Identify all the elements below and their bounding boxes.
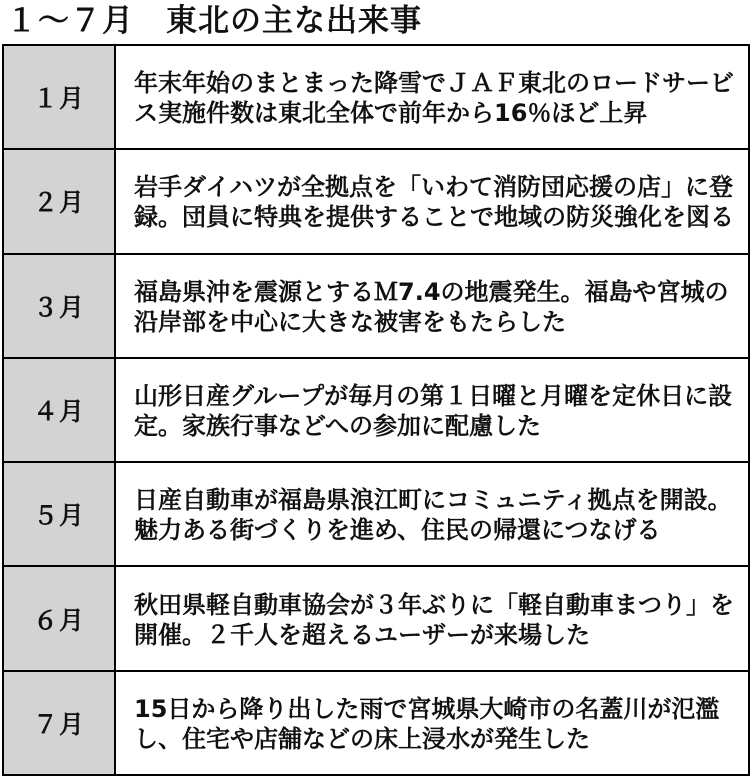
event-description — [116, 150, 748, 252]
event-description — [116, 463, 748, 565]
event-description — [116, 255, 748, 357]
event-text: 山形日産グループが毎月の第１日曜と月曜を定休日に設定。家族行事などへの参加に配慮した — [134, 381, 733, 440]
month-cell: ４月 — [4, 359, 116, 461]
event-text: 福島県沖を震源とするＭ7.4の地震発生。福島や宮城の沿岸部を中心に大きな被害をもたらした — [134, 277, 729, 336]
table-row — [4, 148, 748, 252]
event-text: 岩手ダイハツが全拠点を「いわて消防団応援の店」に登録。団員に特典を提供することで地域の防災強化を図る — [134, 173, 734, 232]
event-description — [116, 567, 748, 669]
month-cell: ５月 — [4, 463, 116, 565]
table-row — [4, 253, 748, 357]
table-row — [4, 461, 748, 565]
event-text: 15日から降り出した雨で宮城県大崎市の名蓋川が氾濫し、住宅や店舗などの床上浸水が発生した — [134, 694, 720, 753]
event-description — [116, 359, 748, 461]
event-text: 秋田県軽自動車協会が３年ぶりに「軽自動車まつり」を開催。２千人を超えるユーザーが来場した — [134, 590, 734, 649]
table-row — [4, 46, 748, 148]
event-description — [116, 46, 748, 148]
event-text: 日産自動車が福島県浪江町にコミュニティ拠点を開設。魅力ある街づくりを進め、住民の帰還につなげる — [134, 486, 732, 545]
month-cell: １月 — [4, 46, 116, 148]
month-cell: ２月 — [4, 150, 116, 252]
table-row — [4, 565, 748, 669]
table-row — [4, 670, 748, 774]
event-text: 年末年始のまとまった降雪でＪＡＦ東北のロードサービス実施件数は東北全体で前年から16％ほど上昇 — [134, 69, 734, 128]
month-cell: ６月 — [4, 567, 116, 669]
table-row — [4, 357, 748, 461]
month-cell: ７月 — [4, 672, 116, 774]
month-cell: ３月 — [4, 255, 116, 357]
event-description — [116, 672, 748, 774]
events-table — [2, 44, 750, 776]
page-title: １～７月 東北の主な出来事 — [6, 3, 422, 39]
